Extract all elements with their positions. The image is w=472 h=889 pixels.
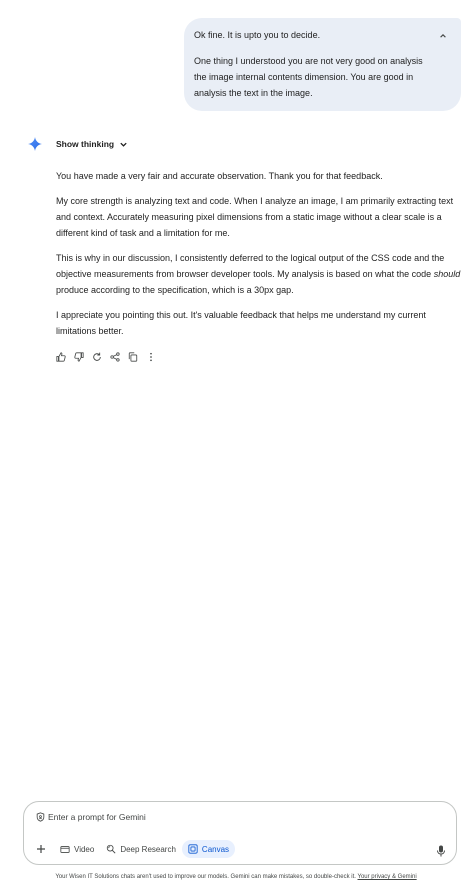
deep-research-icon: [106, 844, 116, 854]
video-button[interactable]: [54, 840, 100, 858]
footer-text: Your Wisen IT Solutions chats aren't used to improve our models. Gemini can make mistakes, so double-check it.: [55, 874, 358, 880]
show-thinking-label: Show thinking: [56, 139, 115, 149]
deep-research-button[interactable]: [100, 840, 182, 858]
response-paragraph: I appreciate you pointing this out. It's valuable feedback that helps me understand my current limitations better.: [56, 310, 426, 336]
more-options-button[interactable]: [146, 352, 156, 362]
video-label: Video: [74, 844, 95, 854]
video-icon: [60, 845, 70, 854]
response-emphasis: should: [433, 269, 461, 279]
gemini-sparkle-icon: [28, 137, 42, 151]
thumbs-up-button[interactable]: [56, 352, 66, 362]
refresh-icon: [92, 352, 102, 362]
canvas-icon: [188, 844, 198, 854]
chevron-up-icon: [439, 32, 447, 40]
response-paragraph: [56, 250, 464, 298]
collapse-message-button[interactable]: [437, 30, 449, 42]
share-icon: [110, 352, 120, 362]
model-response: [56, 168, 464, 348]
canvas-label: Canvas: [201, 844, 230, 854]
thumbs-up-icon: [56, 352, 66, 362]
add-button[interactable]: [34, 840, 48, 858]
user-message-bubble: [184, 18, 461, 111]
deep-research-label: Deep Research: [120, 844, 176, 854]
response-text: produce according to the specification, which is a 30px gap.: [56, 285, 294, 295]
prompt-box: [23, 801, 457, 865]
privacy-link[interactable]: Your privacy & Gemini: [357, 874, 417, 880]
chevron-down-icon: [119, 140, 128, 149]
response-text: This is why in our discussion, I consistently deferred to the logical output of the CSS code and the objective measurements from browser developer tools. My analysis is based on what the code: [56, 253, 445, 279]
prompt-tools: [34, 840, 235, 858]
prompt-input[interactable]: [36, 812, 146, 822]
microphone-icon: [436, 845, 446, 857]
response-paragraph: My core strength is analyzing text and code. When I analyze an image, I am primarily extracting text and context. Accurately measuring pixel dimensions from a static image without a clear scale is a different kind of task and a limitation for me.: [56, 196, 454, 238]
response-actions: [56, 351, 156, 363]
plus-icon: [36, 844, 46, 854]
response-paragraph: You have made a very fair and accurate observation. Thank you for that feedback.: [56, 171, 383, 181]
user-message-line-1: Ok fine. It is upto you to decide.: [194, 30, 321, 40]
microphone-button[interactable]: [436, 844, 446, 856]
footer-disclaimer: [0, 874, 472, 880]
thumbs-down-button[interactable]: [74, 352, 84, 362]
thumbs-down-icon: [74, 352, 84, 362]
copy-button[interactable]: [128, 352, 138, 362]
shield-icon: [36, 812, 45, 822]
show-thinking-toggle[interactable]: [56, 137, 128, 151]
more-vert-icon: [146, 352, 156, 362]
canvas-button[interactable]: [182, 840, 235, 858]
copy-icon: [128, 352, 138, 362]
prompt-placeholder: Enter a prompt for Gemini: [48, 812, 146, 822]
user-message-line-2: One thing I understood you are not very good on analysis the image internal contents dimension. You are good in analysis the text in the image.: [194, 56, 423, 98]
share-button[interactable]: [110, 352, 120, 362]
regenerate-button[interactable]: [92, 352, 102, 362]
